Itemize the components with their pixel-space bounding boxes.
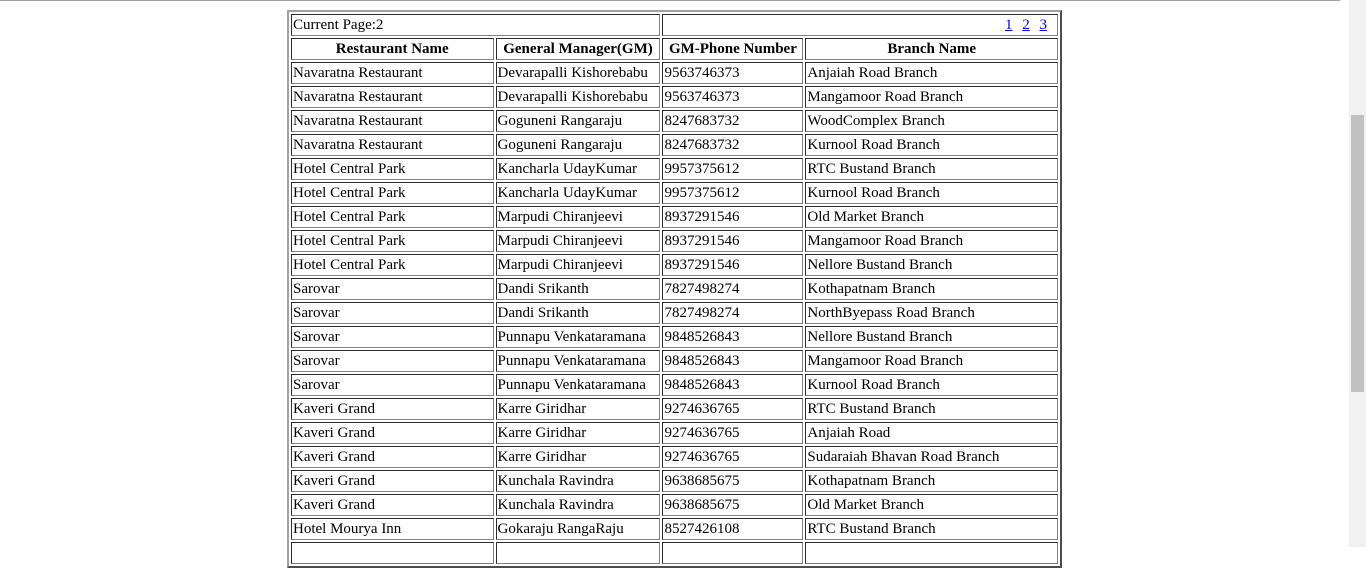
table-row	[291, 158, 1058, 180]
cell-general-manager: Goguneni Rangaraju	[496, 110, 661, 132]
table-row	[291, 326, 1058, 348]
cell-branch-name: Sudaraiah Bhavan Road Branch	[805, 446, 1058, 468]
table-row	[291, 182, 1058, 204]
cell-gm-phone: 8527426108	[662, 518, 803, 540]
cell-gm-phone: 9274636765	[662, 422, 803, 444]
cell-general-manager: Dandi Srikanth	[496, 278, 661, 300]
cell-branch-name: Mangamoor Road Branch	[805, 350, 1058, 372]
table-row	[291, 302, 1058, 324]
cell-branch-name: Kurnool Road Branch	[805, 134, 1058, 156]
cell-branch-name: NorthByepass Road Branch	[805, 302, 1058, 324]
cell-branch-name: Nellore Bustand Branch	[805, 326, 1058, 348]
cell-restaurant-name: Sarovar	[291, 374, 494, 396]
cell-branch-name: Kothapatnam Branch	[805, 470, 1058, 492]
cell-general-manager: Karre Giridhar	[496, 422, 661, 444]
cell-branch-name: Anjaiah Road Branch	[805, 62, 1058, 84]
cell-gm-phone: 9848526843	[662, 326, 803, 348]
cell-general-manager	[496, 542, 661, 564]
cell-general-manager: Kancharla UdayKumar	[496, 158, 661, 180]
cell-gm-phone: 8247683732	[662, 134, 803, 156]
cell-branch-name: Mangamoor Road Branch	[805, 230, 1058, 252]
cell-branch-name: Nellore Bustand Branch	[805, 254, 1058, 276]
cell-restaurant-name: Hotel Central Park	[291, 206, 494, 228]
cell-branch-name: RTC Bustand Branch	[805, 158, 1058, 180]
cell-general-manager: Devarapalli Kishorebabu	[496, 86, 661, 108]
table-row	[291, 398, 1058, 420]
cell-restaurant-name: Hotel Central Park	[291, 182, 494, 204]
cell-branch-name: Kurnool Road Branch	[805, 182, 1058, 204]
header-branch-name: Branch Name	[805, 38, 1058, 60]
cell-restaurant-name: Kaveri Grand	[291, 398, 494, 420]
cell-restaurant-name: Kaveri Grand	[291, 494, 494, 516]
header-gm-phone: GM-Phone Number	[662, 38, 803, 60]
cell-gm-phone	[662, 542, 803, 564]
table-row	[291, 62, 1058, 84]
table-row	[291, 86, 1058, 108]
cell-gm-phone: 9563746373	[662, 62, 803, 84]
cell-gm-phone: 7827498274	[662, 278, 803, 300]
scrollbar-thumb[interactable]	[1351, 115, 1364, 392]
cell-gm-phone: 9274636765	[662, 446, 803, 468]
cell-gm-phone: 9957375612	[662, 182, 803, 204]
cell-branch-name: RTC Bustand Branch	[805, 398, 1058, 420]
cell-general-manager: Kancharla UdayKumar	[496, 182, 661, 204]
cell-general-manager: Marpudi Chiranjeevi	[496, 206, 661, 228]
cell-general-manager: Dandi Srikanth	[496, 302, 661, 324]
table-row	[291, 494, 1058, 516]
cell-branch-name: RTC Bustand Branch	[805, 518, 1058, 540]
cell-gm-phone: 9848526843	[662, 374, 803, 396]
table-row	[291, 374, 1058, 396]
cell-restaurant-name: Kaveri Grand	[291, 422, 494, 444]
cell-branch-name: Old Market Branch	[805, 206, 1058, 228]
cell-branch-name: Old Market Branch	[805, 494, 1058, 516]
table-row	[291, 206, 1058, 228]
cell-general-manager: Karre Giridhar	[496, 446, 661, 468]
cell-branch-name: Anjaiah Road	[805, 422, 1058, 444]
table-row	[291, 470, 1058, 492]
pager-links	[662, 14, 1058, 36]
cell-gm-phone: 9957375612	[662, 158, 803, 180]
table-row	[291, 134, 1058, 156]
cell-gm-phone: 9563746373	[662, 86, 803, 108]
cell-general-manager: Punnapu Venkataramana	[496, 350, 661, 372]
cell-general-manager: Kunchala Ravindra	[496, 494, 661, 516]
table-row	[291, 518, 1058, 540]
page-link-1[interactable]: 1	[1005, 16, 1013, 33]
cell-branch-name: Mangamoor Road Branch	[805, 86, 1058, 108]
current-page-label: Current Page:2	[291, 14, 660, 36]
cell-gm-phone: 8247683732	[662, 110, 803, 132]
cell-gm-phone: 9848526843	[662, 350, 803, 372]
pager-row	[291, 14, 1058, 36]
cell-general-manager: Marpudi Chiranjeevi	[496, 254, 661, 276]
cell-restaurant-name: Sarovar	[291, 302, 494, 324]
top-divider	[0, 0, 1340, 1]
cell-gm-phone: 8937291546	[662, 230, 803, 252]
cell-restaurant-name: Hotel Central Park	[291, 158, 494, 180]
cell-gm-phone: 8937291546	[662, 254, 803, 276]
cell-restaurant-name: Hotel Central Park	[291, 254, 494, 276]
table-row	[291, 278, 1058, 300]
cell-general-manager: Punnapu Venkataramana	[496, 374, 661, 396]
cell-restaurant-name: Navaratna Restaurant	[291, 134, 494, 156]
cell-gm-phone: 9274636765	[662, 398, 803, 420]
table-row	[291, 110, 1058, 132]
cell-restaurant-name: Sarovar	[291, 326, 494, 348]
cell-restaurant-name: Hotel Mourya Inn	[291, 518, 494, 540]
table-row	[291, 230, 1058, 252]
cell-general-manager: Marpudi Chiranjeevi	[496, 230, 661, 252]
cell-gm-phone: 8937291546	[662, 206, 803, 228]
cell-general-manager: Devarapalli Kishorebabu	[496, 62, 661, 84]
table-row	[291, 542, 1058, 564]
cell-restaurant-name: Navaratna Restaurant	[291, 62, 494, 84]
cell-gm-phone: 9638685675	[662, 494, 803, 516]
cell-general-manager: Karre Giridhar	[496, 398, 661, 420]
table-row	[291, 446, 1058, 468]
restaurant-table	[287, 10, 1062, 568]
header-row	[291, 38, 1058, 60]
cell-branch-name: Kurnool Road Branch	[805, 374, 1058, 396]
cell-restaurant-name: Sarovar	[291, 278, 494, 300]
table-row	[291, 350, 1058, 372]
cell-restaurant-name: Kaveri Grand	[291, 446, 494, 468]
table-row	[291, 422, 1058, 444]
cell-restaurant-name: Sarovar	[291, 350, 494, 372]
cell-restaurant-name: Navaratna Restaurant	[291, 86, 494, 108]
cell-restaurant-name	[291, 542, 494, 564]
cell-restaurant-name: Hotel Central Park	[291, 230, 494, 252]
cell-general-manager: Goguneni Rangaraju	[496, 134, 661, 156]
cell-gm-phone: 9638685675	[662, 470, 803, 492]
cell-general-manager: Punnapu Venkataramana	[496, 326, 661, 348]
table-row	[291, 254, 1058, 276]
vertical-scrollbar[interactable]	[1349, 0, 1366, 547]
header-general-manager: General Manager(GM)	[496, 38, 661, 60]
cell-gm-phone: 7827498274	[662, 302, 803, 324]
cell-general-manager: Gokaraju RangaRaju	[496, 518, 661, 540]
cell-restaurant-name: Kaveri Grand	[291, 470, 494, 492]
cell-general-manager: Kunchala Ravindra	[496, 470, 661, 492]
cell-branch-name: Kothapatnam Branch	[805, 278, 1058, 300]
cell-restaurant-name: Navaratna Restaurant	[291, 110, 494, 132]
cell-branch-name: WoodComplex Branch	[805, 110, 1058, 132]
cell-branch-name	[805, 542, 1058, 564]
page-link-2[interactable]: 2	[1022, 16, 1030, 33]
restaurant-table-container	[287, 10, 1062, 568]
header-restaurant-name: Restaurant Name	[291, 38, 494, 60]
page-link-3[interactable]: 3	[1039, 16, 1047, 33]
